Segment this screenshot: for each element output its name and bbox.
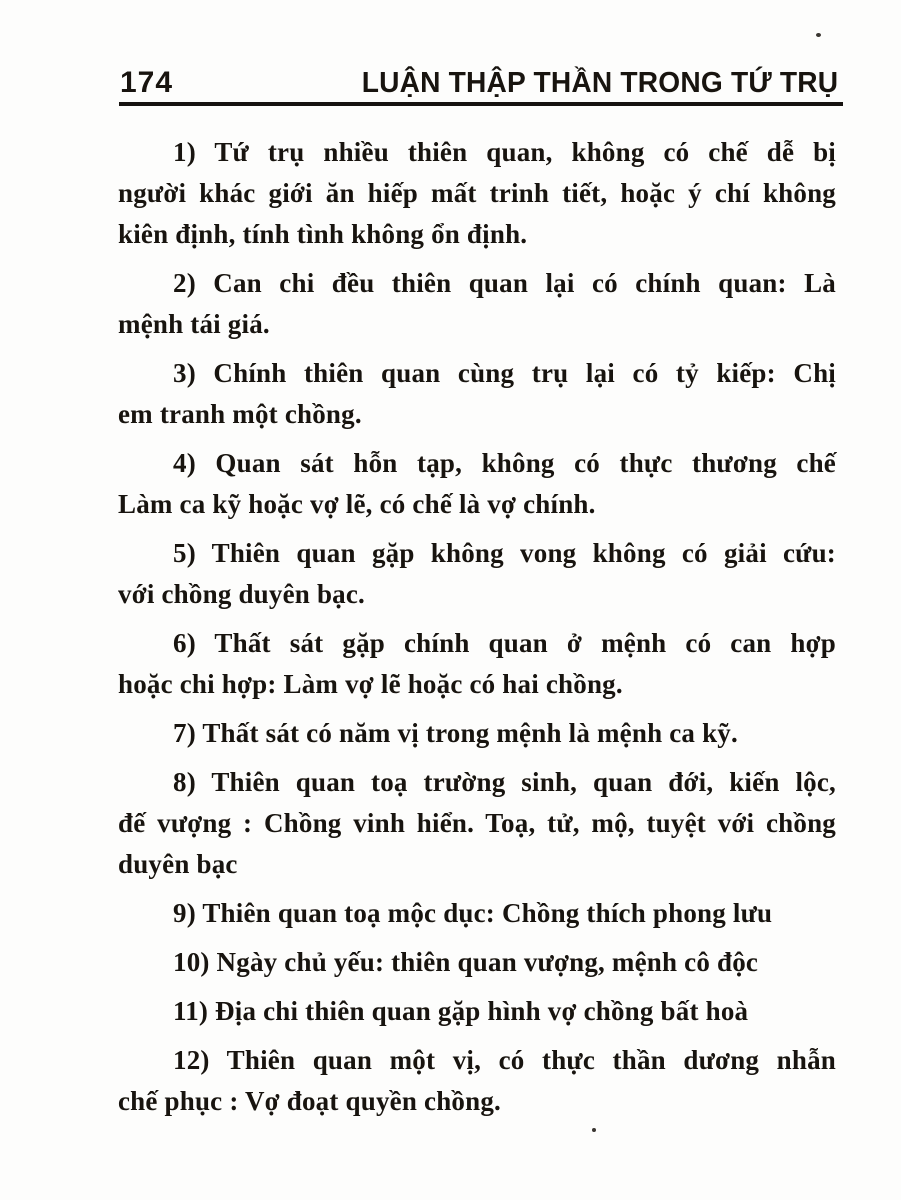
text-line: 2) Can chi đều thiên quan lại có chính quan: Là bbox=[173, 268, 836, 298]
text-line: kiên định, tính tình không ổn định. bbox=[118, 219, 528, 249]
list-item bbox=[118, 533, 836, 615]
scan-artifact-dot bbox=[592, 1128, 596, 1132]
list-item bbox=[118, 443, 836, 525]
text-line: đế vượng : Chồng vinh hiển. Toạ, tử, mộ, tuyệt với chồng bbox=[118, 808, 836, 838]
scan-artifact-dot bbox=[816, 33, 821, 37]
text-line: 9) Thiên quan toạ mộc dục: Chồng thích phong lưu bbox=[173, 898, 773, 928]
text-line: 4) Quan sát hỗn tạp, không có thực thương chế bbox=[173, 448, 836, 478]
text-line: 12) Thiên quan một vị, có thực thần dương nhẫn bbox=[173, 1045, 836, 1075]
text-line: Làm ca kỹ hoặc vợ lẽ, có chế là vợ chính. bbox=[118, 489, 596, 519]
list-item bbox=[118, 353, 836, 435]
list-item bbox=[118, 623, 836, 705]
list-item bbox=[118, 942, 836, 983]
text-line: 8) Thiên quan toạ trường sinh, quan đới, kiến lộc, bbox=[173, 767, 836, 797]
text-line: duyên bạc bbox=[118, 849, 238, 879]
text-line: em tranh một chồng. bbox=[118, 399, 362, 429]
text-line: người khác giới ăn hiếp mất trinh tiết, hoặc ý chí không bbox=[118, 178, 836, 208]
text-line: mệnh tái giá. bbox=[118, 309, 270, 339]
list-item bbox=[118, 1040, 836, 1122]
text-line: 11) Địa chi thiên quan gặp hình vợ chồng bất hoà bbox=[173, 996, 749, 1026]
text-line: 1) Tứ trụ nhiều thiên quan, không có chế dễ bị bbox=[173, 137, 836, 167]
page-body bbox=[118, 132, 836, 1130]
list-item bbox=[118, 762, 836, 885]
list-item bbox=[118, 713, 836, 754]
text-line: hoặc chi hợp: Làm vợ lẽ hoặc có hai chồng. bbox=[118, 669, 623, 699]
text-line: 7) Thất sát có năm vị trong mệnh là mệnh ca kỹ. bbox=[173, 718, 738, 748]
list-item bbox=[118, 893, 836, 934]
text-line: 6) Thất sát gặp chính quan ở mệnh có can hợp bbox=[173, 628, 836, 658]
text-line: với chồng duyên bạc. bbox=[118, 579, 365, 609]
text-line: 10) Ngày chủ yếu: thiên quan vượng, mệnh cô độc bbox=[173, 947, 759, 977]
text-line: chế phục : Vợ đoạt quyền chồng. bbox=[118, 1086, 501, 1116]
running-title: LUẬN THẬP THẦN TRONG TỨ TRỤ bbox=[361, 67, 838, 99]
text-line: 5) Thiên quan gặp không vong không có giải cứu: bbox=[173, 538, 836, 568]
text-line: 3) Chính thiên quan cùng trụ lại có tỷ kiếp: Chị bbox=[173, 358, 836, 388]
page-header bbox=[120, 66, 838, 100]
page-number: 174 bbox=[120, 66, 174, 99]
list-item bbox=[118, 263, 836, 345]
list-item bbox=[118, 991, 836, 1032]
header-rule bbox=[119, 102, 843, 106]
list-item bbox=[118, 132, 836, 255]
